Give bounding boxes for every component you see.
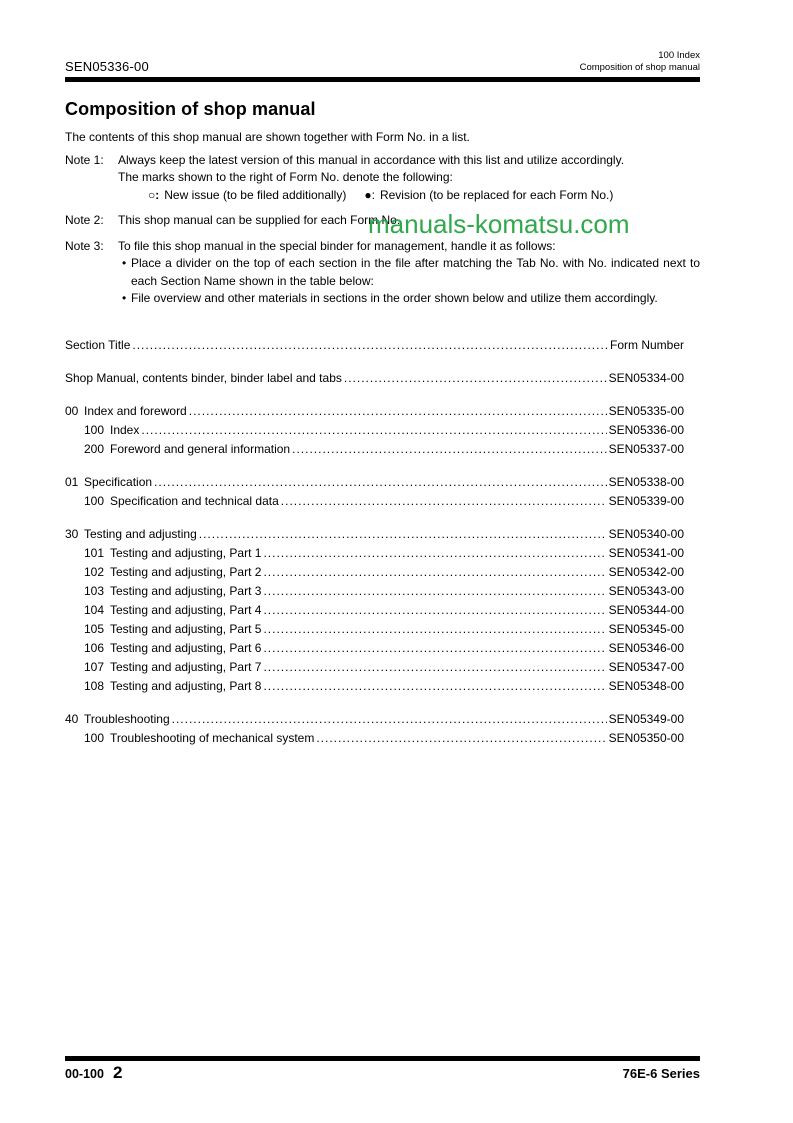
toc-header-row: [65, 336, 684, 355]
toc-row: [65, 582, 684, 601]
note-1-line-1: Always keep the latest version of this manual in accordance with this list and utilize accordingly.: [118, 152, 625, 167]
toc-row-title: Testing and adjusting, Part 6: [110, 640, 262, 655]
toc-row: [65, 440, 684, 459]
toc-row-number: 105: [84, 621, 105, 636]
header-rule: [65, 77, 700, 82]
toc-row-title: Testing and adjusting, Part 5: [110, 621, 262, 636]
note-2: [65, 212, 700, 230]
toc-row-form-number: SEN05337-00: [608, 441, 684, 456]
leader-dots: [263, 544, 606, 563]
toc-row-form-number: SEN05343-00: [608, 583, 684, 598]
toc-row-form-number: SEN05349-00: [608, 711, 684, 726]
toc-row-title: Testing and adjusting, Part 1: [110, 545, 262, 560]
toc-row-number: 100: [84, 493, 105, 508]
note-1-body: [118, 152, 700, 205]
leader-dots: [263, 658, 606, 677]
new-issue-circle-icon: ○:: [148, 187, 160, 202]
note-3-body: [118, 238, 700, 308]
marks-legend: [148, 187, 700, 205]
toc-row-title: Specification: [84, 474, 153, 489]
toc-row: [65, 677, 684, 696]
toc-row-form-number: SEN05334-00: [608, 370, 684, 385]
footer-page-code: 00-100: [65, 1067, 104, 1081]
toc-row-title: Testing and adjusting, Part 4: [110, 602, 262, 617]
page-title: Composition of shop manual: [65, 99, 316, 119]
toc-row: [65, 710, 684, 729]
toc-row-form-number: Form Number: [609, 337, 684, 352]
toc-row-number: 108: [84, 678, 105, 693]
leader-dots: [132, 336, 608, 355]
intro-text: The contents of this shop manual are shown together with Form No. in a list.: [65, 130, 470, 144]
leader-dots: [344, 369, 607, 388]
footer-left: [65, 1063, 122, 1083]
toc-row-number: 104: [84, 602, 105, 617]
toc-row-form-number: SEN05339-00: [608, 493, 684, 508]
leader-dots: [292, 440, 607, 459]
toc-row-number: 107: [84, 659, 105, 674]
toc-row-title: Troubleshooting of mechanical system: [110, 730, 315, 745]
leader-dots: [141, 421, 606, 440]
toc-row-title: Testing and adjusting, Part 7: [110, 659, 262, 674]
toc-row-title: Index: [110, 422, 140, 437]
toc-row: [65, 563, 684, 582]
leader-dots: [263, 563, 606, 582]
footer-page-number: 2: [112, 1063, 123, 1082]
toc-row-title: Testing and adjusting, Part 3: [110, 583, 262, 598]
toc-row-title: Testing and adjusting, Part 8: [110, 678, 262, 693]
note-2-body: This shop manual can be supplied for each Form No.: [118, 213, 401, 227]
note-3-bullet-1-text: Place a divider on the top of each section in the file after matching the Tab No. with No. indicated next to each Section Name shown in the table below:: [131, 256, 700, 288]
note-3-label: Note 3:: [65, 238, 104, 253]
toc-row-number: 106: [84, 640, 105, 655]
page-content: [65, 0, 700, 748]
watermark-text: manuals-komatsu.com: [368, 209, 630, 239]
revision-mark-group: [364, 187, 613, 205]
toc-row-title: Specification and technical data: [110, 493, 279, 508]
leader-dots: [154, 473, 607, 492]
new-issue-text: New issue (to be filed additionally): [164, 187, 347, 202]
note-1-line-2: The marks shown to the right of Form No. denote the following:: [118, 170, 453, 184]
bullet-icon: •: [122, 291, 127, 305]
toc-row-form-number: SEN05347-00: [608, 659, 684, 674]
toc-row: [65, 421, 684, 440]
toc-row-number: 40: [65, 711, 79, 726]
revision-text: Revision (to be replaced for each Form No.): [379, 187, 614, 202]
toc-row-form-number: SEN05348-00: [608, 678, 684, 693]
toc-row: [65, 369, 684, 388]
revision-circle-icon: ●:: [364, 187, 375, 202]
toc-row: [65, 525, 684, 544]
new-issue-mark-group: [148, 187, 346, 205]
toc-row-form-number: SEN05345-00: [608, 621, 684, 636]
toc-row-form-number: SEN05340-00: [608, 526, 684, 541]
header-section-ref: 100 Index: [658, 50, 700, 61]
toc-row: [65, 658, 684, 677]
leader-dots: [263, 639, 606, 658]
note-3-bullet-2: [118, 290, 700, 308]
toc-row: [65, 639, 684, 658]
leader-dots: [189, 402, 607, 421]
header-right: [580, 50, 700, 74]
toc-row-number: 102: [84, 564, 105, 579]
toc-row-number: 00: [65, 403, 79, 418]
toc-row-title: Troubleshooting: [84, 711, 170, 726]
toc-row-title: Section Title: [65, 337, 131, 352]
toc-row: [65, 601, 684, 620]
toc-row-form-number: SEN05336-00: [608, 422, 684, 437]
toc-row-title: Testing and adjusting, Part 2: [110, 564, 262, 579]
toc-row-title: Index and foreword: [84, 403, 187, 418]
note-1: [65, 152, 700, 205]
leader-dots: [263, 677, 606, 696]
toc-row-number: 200: [84, 441, 105, 456]
toc-row-form-number: SEN05344-00: [608, 602, 684, 617]
toc: [65, 336, 700, 748]
toc-row-form-number: SEN05341-00: [608, 545, 684, 560]
toc-row-form-number: SEN05338-00: [608, 474, 684, 489]
note-1-label: Note 1:: [65, 152, 104, 167]
toc-row-title: Testing and adjusting: [84, 526, 197, 541]
toc-row: [65, 473, 684, 492]
toc-row-number: 01: [65, 474, 79, 489]
toc-row-number: 103: [84, 583, 105, 598]
note-3: [65, 238, 700, 308]
footer-series: 76E-6 Series: [622, 1066, 700, 1081]
page-header: [65, 0, 700, 74]
footer-rule: [65, 1056, 700, 1061]
toc-row-form-number: SEN05342-00: [608, 564, 684, 579]
toc-row: [65, 492, 684, 511]
toc-row-title: Foreword and general information: [110, 441, 291, 456]
page-footer: [65, 1063, 700, 1083]
note-3-line-1: To file this shop manual in the special binder for management, handle it as follows:: [118, 238, 556, 253]
header-section-subtitle: Composition of shop manual: [579, 62, 700, 73]
note-3-bullet-1: [118, 255, 700, 290]
note-2-label: Note 2:: [65, 213, 104, 227]
toc-row-number: 101: [84, 545, 105, 560]
toc-row: [65, 729, 684, 748]
toc-row-form-number: SEN05346-00: [608, 640, 684, 655]
leader-dots: [281, 492, 607, 511]
leader-dots: [263, 601, 606, 620]
leader-dots: [263, 582, 606, 601]
toc-row-title: Shop Manual, contents binder, binder label and tabs: [65, 370, 342, 385]
doc-number: SEN05336-00: [65, 59, 149, 74]
bullet-icon: •: [122, 256, 127, 270]
leader-dots: [199, 525, 607, 544]
toc-row: [65, 402, 684, 421]
leader-dots: [172, 710, 607, 729]
toc-row-number: 100: [84, 422, 105, 437]
leader-dots: [263, 620, 606, 639]
toc-row: [65, 544, 684, 563]
toc-row: [65, 620, 684, 639]
note-3-bullet-2-text: File overview and other materials in sections in the order shown below and utilize them accordingly.: [131, 291, 658, 305]
toc-row-number: 30: [65, 526, 79, 541]
toc-row-number: 100: [84, 730, 105, 745]
toc-row-form-number: SEN05335-00: [608, 403, 684, 418]
toc-row-form-number: SEN05350-00: [608, 730, 684, 745]
leader-dots: [316, 729, 606, 748]
